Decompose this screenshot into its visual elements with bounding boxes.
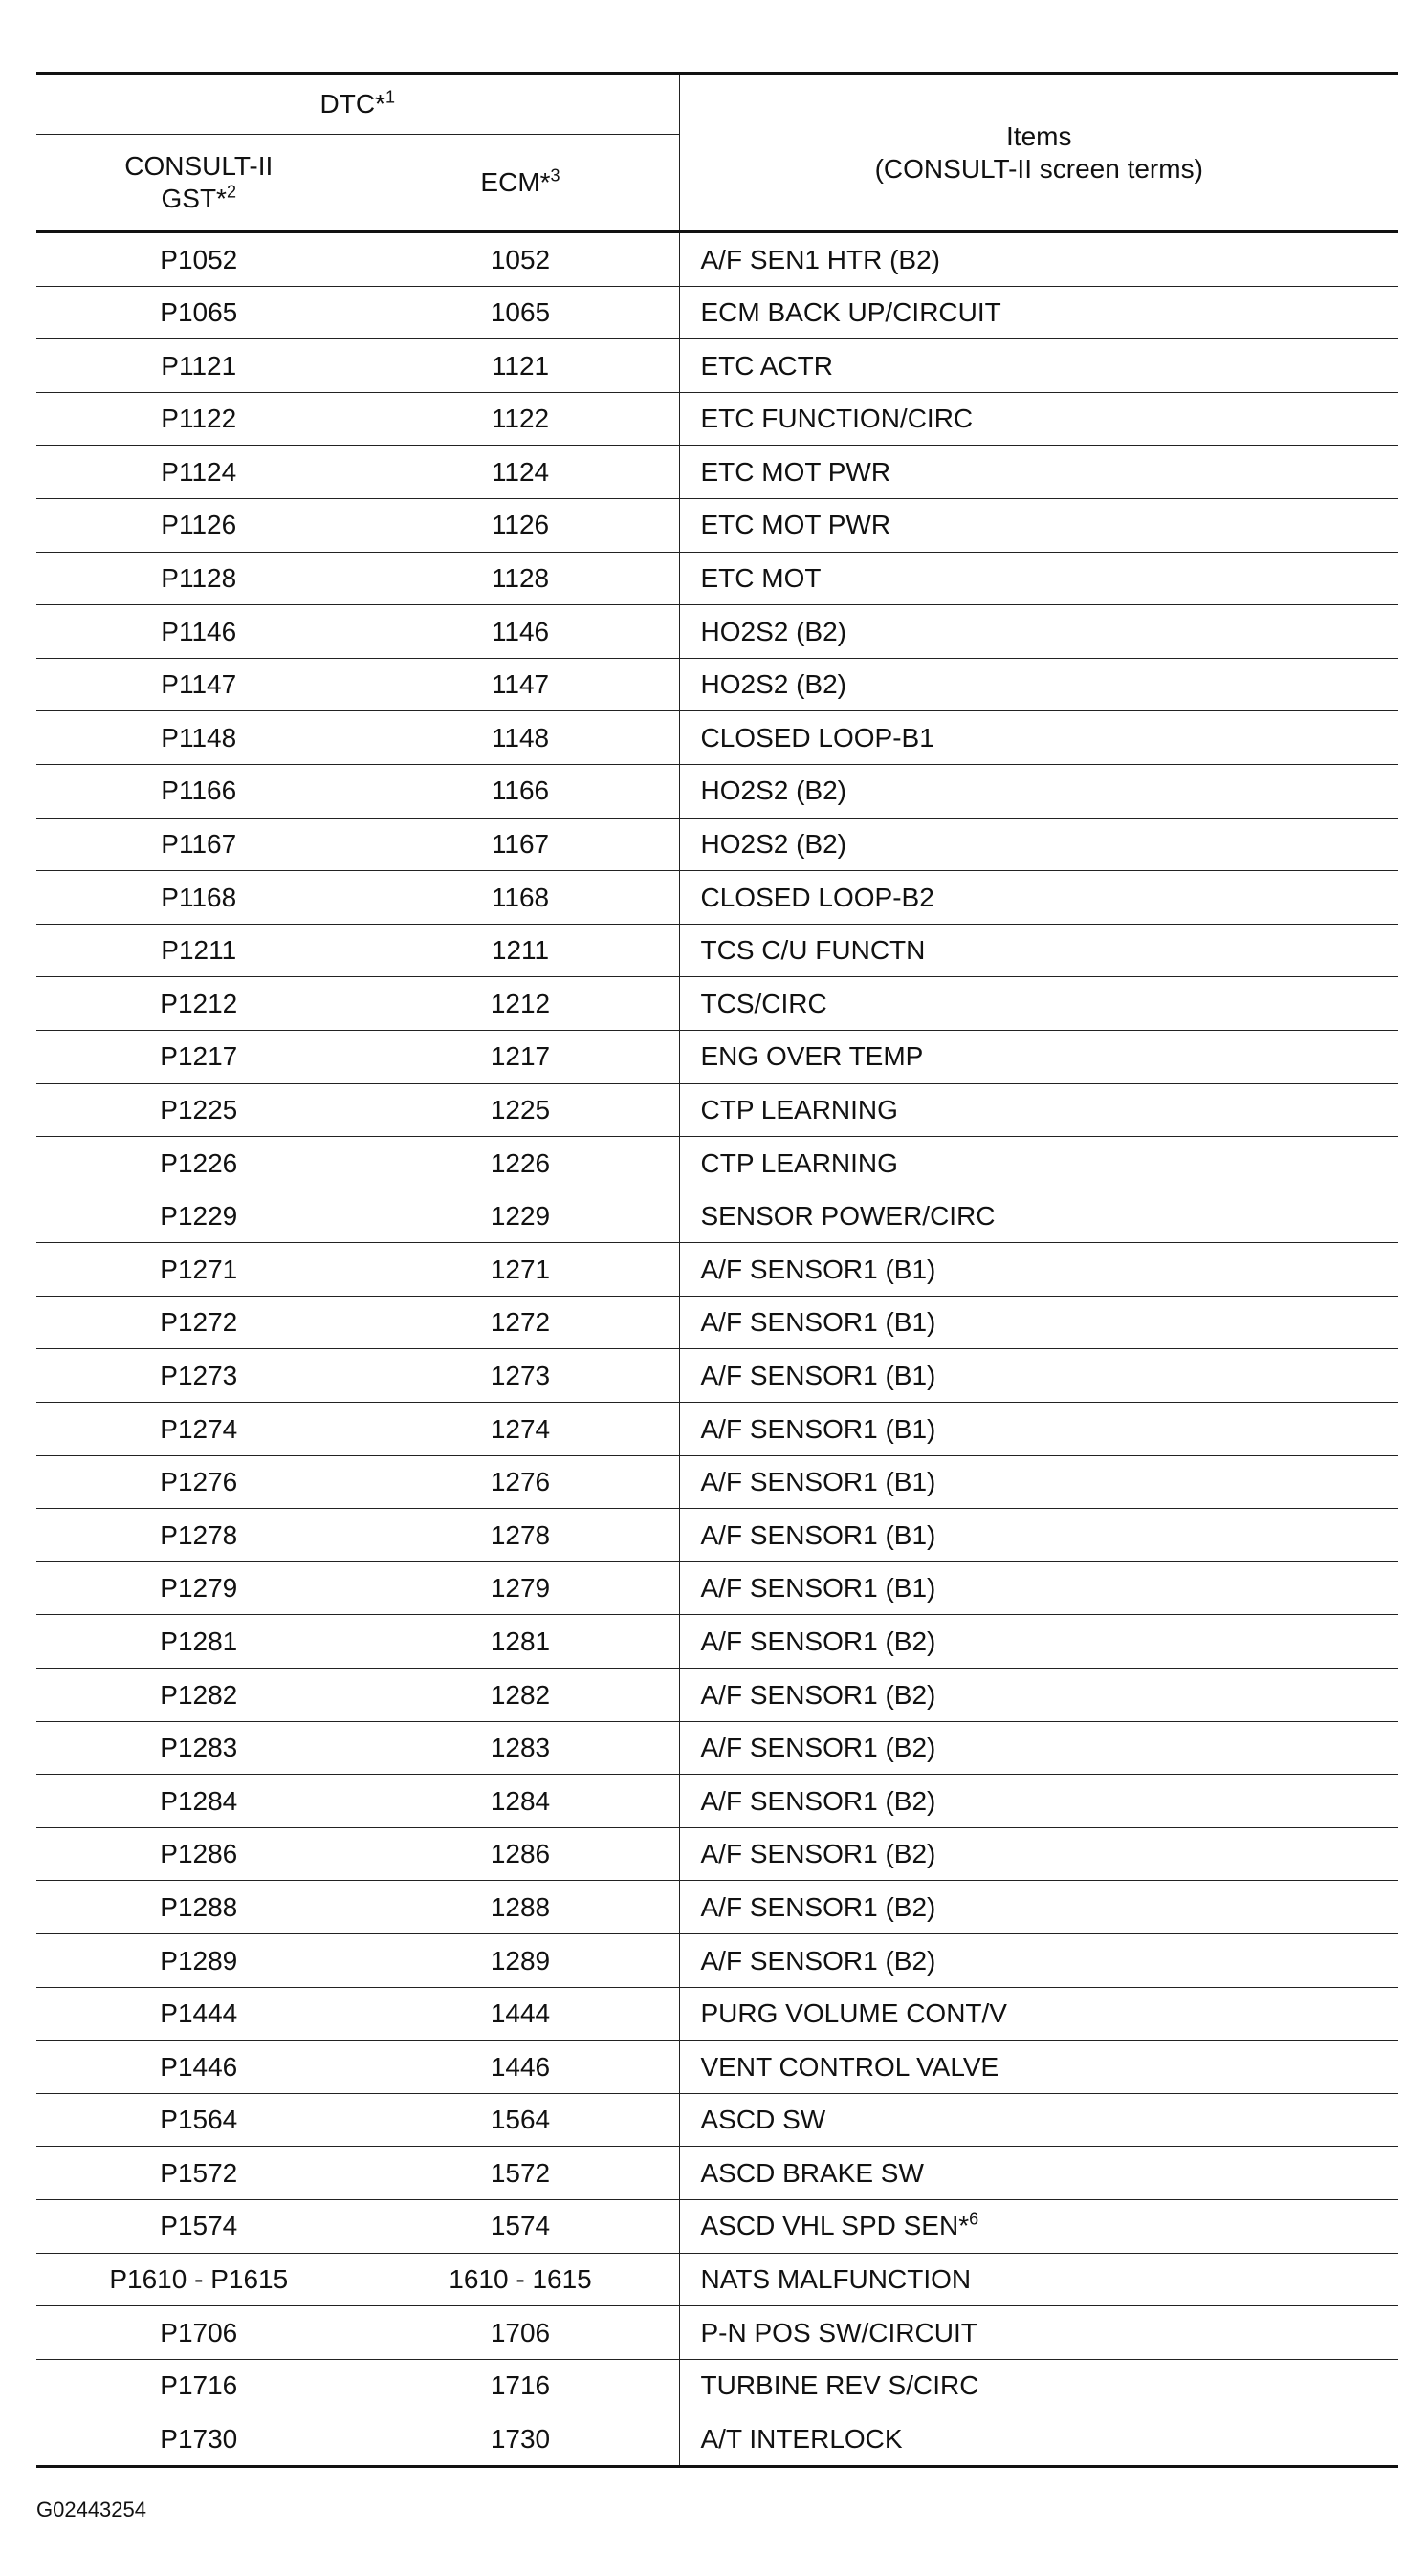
table-row (36, 2412, 1398, 2467)
dtc-code-cell: P1272 (36, 1296, 362, 1349)
dtc-code-cell: P1128 (36, 552, 362, 605)
ecm-code-cell: 1284 (362, 1775, 679, 1828)
ecm-code-cell: 1281 (362, 1615, 679, 1669)
dtc-code-cell: P1225 (36, 1083, 362, 1137)
item-cell (679, 1455, 1398, 1509)
dtc-code-cell: P1289 (36, 1934, 362, 1988)
dtc-code-cell: P1564 (36, 2093, 362, 2147)
item-cell (679, 1509, 1398, 1562)
table-row (36, 871, 1398, 925)
item-text: ETC MOT PWR (700, 456, 891, 487)
item-text: A/F SENSOR1 (B1) (700, 1573, 936, 1604)
item-cell (679, 232, 1398, 287)
item-cell (679, 1243, 1398, 1297)
item-cell (679, 977, 1398, 1031)
dtc-code-cell: P1284 (36, 1775, 362, 1828)
table-body (36, 232, 1398, 2467)
item-cell (679, 1083, 1398, 1137)
ecm-code-cell: 1444 (362, 1987, 679, 2041)
item-text: ENG OVER TEMP (700, 1041, 924, 1072)
dtc-code-cell: P1274 (36, 1403, 362, 1456)
table-row (36, 1083, 1398, 1137)
dtc-code-cell: P1716 (36, 2359, 362, 2412)
ecm-code-cell: 1286 (362, 1827, 679, 1881)
header-dtc-footnote: 1 (384, 87, 395, 107)
dtc-table (36, 72, 1398, 2468)
table-row (36, 1455, 1398, 1509)
dtc-code-cell: P1052 (36, 232, 362, 287)
ecm-code-cell: 1274 (362, 1403, 679, 1456)
item-cell (679, 2147, 1398, 2200)
table-row (36, 2199, 1398, 2253)
dtc-code-cell: P1212 (36, 977, 362, 1031)
header-gst-label: GST* (161, 184, 227, 213)
dtc-code-cell: P1610 - P1615 (36, 2253, 362, 2306)
item-cell (679, 1296, 1398, 1349)
item-cell (679, 552, 1398, 605)
item-cell (679, 1190, 1398, 1243)
header-items-subtitle: (CONSULT-II screen terms) (874, 153, 1203, 184)
dtc-code-cell: P1124 (36, 446, 362, 499)
table-row (36, 977, 1398, 1031)
item-cell (679, 2199, 1398, 2253)
dtc-code-cell: P1147 (36, 658, 362, 711)
ecm-code-cell: 1446 (362, 2041, 679, 2094)
table-row (36, 1934, 1398, 1988)
ecm-code-cell: 1212 (362, 977, 679, 1031)
item-cell (679, 392, 1398, 446)
item-cell (679, 658, 1398, 711)
ecm-code-cell: 1167 (362, 818, 679, 871)
ecm-code-cell: 1065 (362, 286, 679, 339)
ecm-code-cell: 1271 (362, 1243, 679, 1297)
header-dtc (36, 74, 679, 135)
item-text: ETC FUNCTION/CIRC (700, 404, 974, 434)
table-row (36, 818, 1398, 871)
item-text: A/T INTERLOCK (700, 2423, 903, 2454)
item-text: NATS MALFUNCTION (700, 2264, 972, 2295)
dtc-code-cell: P1446 (36, 2041, 362, 2094)
dtc-code-cell: P1276 (36, 1455, 362, 1509)
item-cell (679, 339, 1398, 393)
table-row (36, 605, 1398, 659)
item-text: CLOSED LOOP-B2 (700, 882, 934, 912)
ecm-code-cell: 1279 (362, 1561, 679, 1615)
item-text: ETC MOT (700, 563, 822, 594)
item-text: A/F SENSOR1 (B2) (700, 1733, 936, 1763)
dtc-code-cell: P1288 (36, 1881, 362, 1934)
ecm-code-cell: 1147 (362, 658, 679, 711)
dtc-code-cell: P1730 (36, 2412, 362, 2467)
item-cell (679, 764, 1398, 818)
item-text: A/F SENSOR1 (B2) (700, 1945, 936, 1976)
item-text: A/F SENSOR1 (B1) (700, 1307, 936, 1338)
ecm-code-cell: 1168 (362, 871, 679, 925)
item-text: A/F SENSOR1 (B1) (700, 1254, 936, 1284)
item-cell (679, 1775, 1398, 1828)
header-items-title: Items (1006, 120, 1072, 151)
item-text: HO2S2 (B2) (700, 829, 846, 860)
dtc-code-cell: P1278 (36, 1509, 362, 1562)
table-row (36, 1296, 1398, 1349)
dtc-code-cell: P1273 (36, 1349, 362, 1403)
item-text: CTP LEARNING (700, 1095, 898, 1124)
item-footnote: 6 (969, 2210, 979, 2230)
dtc-code-cell: P1211 (36, 924, 362, 977)
item-text: CLOSED LOOP-B1 (700, 722, 934, 753)
header-ecm-label: ECM* (480, 167, 551, 198)
item-text: VENT CONTROL VALVE (700, 2051, 999, 2082)
dtc-code-cell: P1126 (36, 498, 362, 552)
dtc-code-cell: P1226 (36, 1137, 362, 1190)
dtc-code-cell: P1281 (36, 1615, 362, 1669)
item-cell (679, 924, 1398, 977)
table-row (36, 1137, 1398, 1190)
table-row (36, 1561, 1398, 1615)
item-text: TCS/CIRC (700, 988, 827, 1018)
ecm-code-cell: 1288 (362, 1881, 679, 1934)
ecm-code-cell: 1121 (362, 339, 679, 393)
item-cell (679, 1827, 1398, 1881)
header-gst-footnote: 2 (226, 182, 236, 202)
item-cell (679, 711, 1398, 765)
table-row (36, 764, 1398, 818)
table-row (36, 1775, 1398, 1828)
header-ecm-footnote: 3 (550, 165, 560, 186)
table-row (36, 1827, 1398, 1881)
ecm-code-cell: 1122 (362, 392, 679, 446)
item-text: SENSOR POWER/CIRC (700, 1201, 996, 1232)
dtc-code-cell: P1271 (36, 1243, 362, 1297)
ecm-code-cell: 1166 (362, 764, 679, 818)
table-row (36, 2253, 1398, 2306)
header-dtc-label: DTC* (319, 89, 385, 120)
header-consult-label: CONSULT-II (124, 151, 274, 182)
ecm-code-cell: 1211 (362, 924, 679, 977)
table-row (36, 339, 1398, 393)
table-row (36, 232, 1398, 287)
dtc-code-cell: P1166 (36, 764, 362, 818)
table-row (36, 1615, 1398, 1669)
item-text: ECM BACK UP/CIRCUIT (700, 297, 1001, 328)
item-cell (679, 1669, 1398, 1722)
item-cell (679, 2041, 1398, 2094)
table-row (36, 2147, 1398, 2200)
ecm-code-cell: 1052 (362, 232, 679, 287)
ecm-code-cell: 1716 (362, 2359, 679, 2412)
table-row (36, 1509, 1398, 1562)
item-cell (679, 1030, 1398, 1083)
figure-id: G02443254 (36, 2498, 146, 2521)
dtc-table-container (36, 72, 1398, 2468)
ecm-code-cell: 1226 (362, 1137, 679, 1190)
item-text: A/F SEN1 HTR (B2) (700, 244, 940, 274)
item-cell (679, 1403, 1398, 1456)
item-text: TURBINE REV S/CIRC (700, 2370, 979, 2401)
table-row (36, 552, 1398, 605)
ecm-code-cell: 1706 (362, 2306, 679, 2360)
item-cell (679, 1721, 1398, 1775)
table-row (36, 924, 1398, 977)
ecm-code-cell: 1276 (362, 1455, 679, 1509)
ecm-code-cell: 1283 (362, 1721, 679, 1775)
table-row (36, 1881, 1398, 1934)
table-row (36, 446, 1398, 499)
ecm-code-cell: 1572 (362, 2147, 679, 2200)
ecm-code-cell: 1217 (362, 1030, 679, 1083)
table-row (36, 286, 1398, 339)
dtc-code-cell: P1286 (36, 1827, 362, 1881)
header-consult-gst (36, 135, 362, 232)
dtc-code-cell: P1122 (36, 392, 362, 446)
dtc-code-cell: P1148 (36, 711, 362, 765)
item-cell (679, 498, 1398, 552)
item-text: A/F SENSOR1 (B1) (700, 1519, 936, 1550)
item-cell (679, 1615, 1398, 1669)
ecm-code-cell: 1273 (362, 1349, 679, 1403)
item-text: ASCD VHL SPD SEN* (700, 2211, 970, 2241)
table-row (36, 2093, 1398, 2147)
dtc-code-cell: P1279 (36, 1561, 362, 1615)
dtc-code-cell: P1444 (36, 1987, 362, 2041)
item-cell (679, 446, 1398, 499)
dtc-code-cell: P1282 (36, 1669, 362, 1722)
item-cell (679, 605, 1398, 659)
item-cell (679, 1881, 1398, 1934)
ecm-code-cell: 1289 (362, 1934, 679, 1988)
dtc-code-cell: P1121 (36, 339, 362, 393)
item-text: HO2S2 (B2) (700, 669, 846, 700)
item-cell (679, 1934, 1398, 1988)
item-cell (679, 2359, 1398, 2412)
table-row (36, 658, 1398, 711)
item-text: P-N POS SW/CIRCUIT (700, 2317, 977, 2347)
table-row (36, 1190, 1398, 1243)
ecm-code-cell: 1148 (362, 711, 679, 765)
item-cell (679, 1349, 1398, 1403)
item-text: HO2S2 (B2) (700, 616, 846, 646)
ecm-code-cell: 1146 (362, 605, 679, 659)
ecm-code-cell: 1126 (362, 498, 679, 552)
dtc-code-cell: P1229 (36, 1190, 362, 1243)
table-row (36, 1403, 1398, 1456)
ecm-code-cell: 1282 (362, 1669, 679, 1722)
ecm-code-cell: 1272 (362, 1296, 679, 1349)
item-cell (679, 1561, 1398, 1615)
table-row (36, 2041, 1398, 2094)
item-cell (679, 1137, 1398, 1190)
item-text: ETC ACTR (700, 350, 833, 381)
item-text: PURG VOLUME CONT/V (700, 1998, 1007, 2029)
item-text: ASCD SW (700, 2105, 826, 2135)
item-cell (679, 1987, 1398, 2041)
item-cell (679, 871, 1398, 925)
item-text: ASCD BRAKE SW (700, 2157, 924, 2188)
dtc-code-cell: P1572 (36, 2147, 362, 2200)
item-text: A/F SENSOR1 (B1) (700, 1360, 936, 1390)
table-row (36, 2359, 1398, 2412)
table-row (36, 711, 1398, 765)
item-text: A/F SENSOR1 (B2) (700, 1839, 936, 1869)
item-text: A/F SENSOR1 (B2) (700, 1891, 936, 1922)
table-row (36, 392, 1398, 446)
ecm-code-cell: 1730 (362, 2412, 679, 2467)
item-text: A/F SENSOR1 (B2) (700, 1679, 936, 1710)
item-cell (679, 818, 1398, 871)
ecm-code-cell: 1229 (362, 1190, 679, 1243)
item-text: TCS C/U FUNCTN (700, 935, 926, 966)
item-text: ETC MOT PWR (700, 510, 891, 540)
dtc-code-cell: P1146 (36, 605, 362, 659)
table-row (36, 2306, 1398, 2360)
dtc-code-cell: P1168 (36, 871, 362, 925)
dtc-code-cell: P1574 (36, 2199, 362, 2253)
ecm-code-cell: 1124 (362, 446, 679, 499)
table-row (36, 498, 1398, 552)
ecm-code-cell: 1574 (362, 2199, 679, 2253)
item-cell (679, 2253, 1398, 2306)
table-row (36, 1030, 1398, 1083)
dtc-code-cell: P1217 (36, 1030, 362, 1083)
ecm-code-cell: 1278 (362, 1509, 679, 1562)
header-ecm (362, 135, 679, 232)
item-cell (679, 2093, 1398, 2147)
item-text: A/F SENSOR1 (B2) (700, 1626, 936, 1656)
table-row (36, 1987, 1398, 2041)
table-header (36, 74, 1398, 232)
dtc-code-cell: P1283 (36, 1721, 362, 1775)
item-text: A/F SENSOR1 (B1) (700, 1413, 936, 1444)
dtc-code-cell: P1167 (36, 818, 362, 871)
ecm-code-cell: 1225 (362, 1083, 679, 1137)
dtc-code-cell: P1706 (36, 2306, 362, 2360)
ecm-code-cell: 1564 (362, 2093, 679, 2147)
table-row (36, 1669, 1398, 1722)
dtc-code-cell: P1065 (36, 286, 362, 339)
item-cell (679, 286, 1398, 339)
item-text: CTP LEARNING (700, 1147, 898, 1178)
item-cell (679, 2306, 1398, 2360)
item-text: HO2S2 (B2) (700, 775, 846, 806)
header-items (679, 74, 1398, 232)
table-row (36, 1721, 1398, 1775)
item-text: A/F SENSOR1 (B2) (700, 1785, 936, 1816)
ecm-code-cell: 1610 - 1615 (362, 2253, 679, 2306)
item-text: A/F SENSOR1 (B1) (700, 1467, 936, 1497)
table-row (36, 1243, 1398, 1297)
item-cell (679, 2412, 1398, 2467)
table-row (36, 1349, 1398, 1403)
ecm-code-cell: 1128 (362, 552, 679, 605)
